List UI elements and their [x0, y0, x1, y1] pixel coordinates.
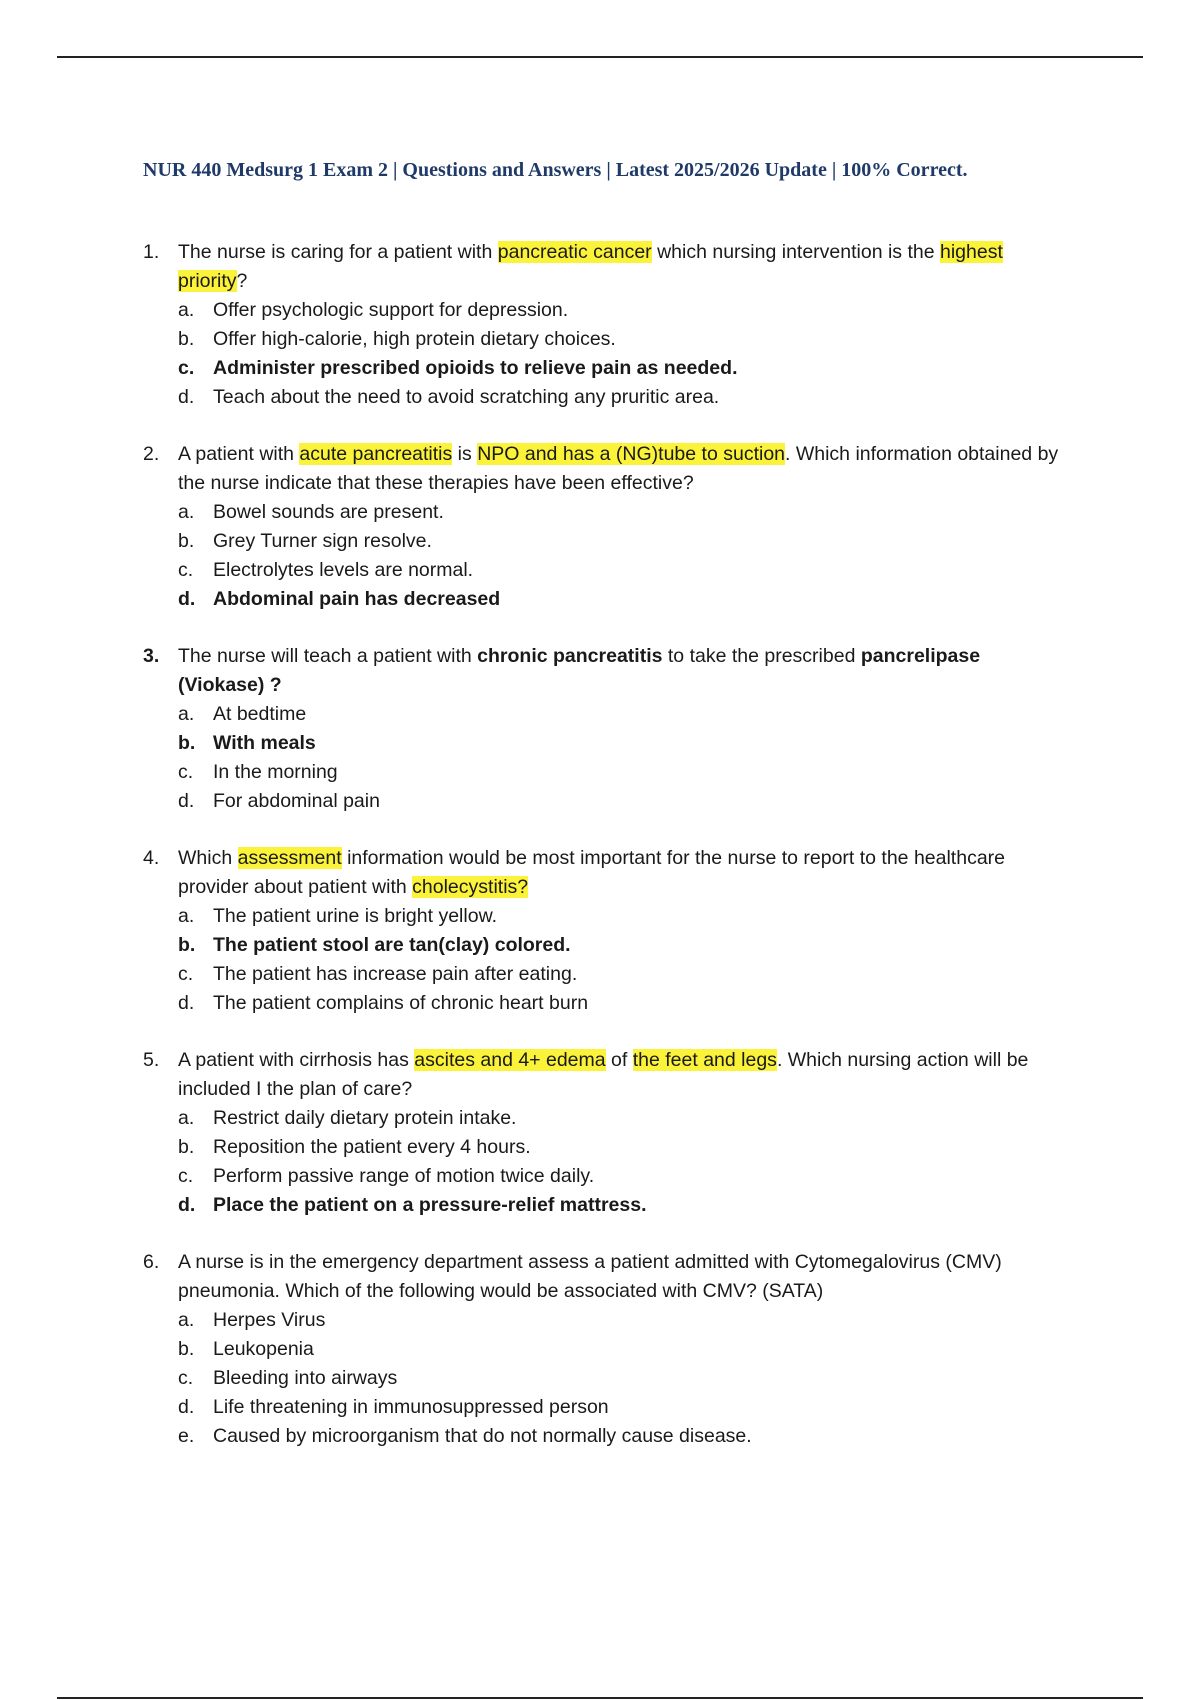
stem-text: to take the prescribed: [662, 645, 861, 667]
option-text: Teach about the need to avoid scratching any pruritic area.: [213, 386, 720, 408]
answer-option-b: [178, 1133, 1063, 1162]
answer-option-e: [178, 1422, 1063, 1451]
question-6: [143, 1248, 1063, 1451]
highlighted-text: acute pancreatitis: [299, 443, 453, 465]
option-text: With meals: [213, 732, 316, 754]
question-stem: [178, 844, 1063, 902]
answer-options: [178, 498, 1063, 614]
option-text: The patient urine is bright yellow.: [213, 905, 497, 927]
answer-option-a: [178, 296, 1063, 325]
stem-text: information would be most important for the nurse to report to the healthcare provider about patient with: [178, 847, 1006, 898]
answer-option-d-correct: [178, 1191, 1063, 1220]
option-text: Electrolytes levels are normal.: [213, 559, 474, 581]
answer-option-c: [178, 758, 1063, 787]
stem-text: A patient with cirrhosis has: [178, 1049, 415, 1071]
answer-option-a: [178, 498, 1063, 527]
answer-option-d: [178, 383, 1063, 412]
option-letter: a.: [178, 1107, 195, 1129]
stem-text: A patient with: [178, 443, 300, 465]
option-letter: c.: [178, 963, 194, 985]
answer-option-b: [178, 325, 1063, 354]
option-letter: a.: [178, 905, 195, 927]
option-text: In the morning: [213, 761, 338, 783]
option-letter: d.: [178, 588, 196, 610]
stem-text: which nursing intervention is the: [651, 241, 940, 263]
question-stem: [178, 1046, 1063, 1104]
option-text: Herpes Virus: [213, 1309, 326, 1331]
option-letter: c.: [178, 761, 194, 783]
highlighted-text: pancreatic cancer: [497, 241, 652, 263]
option-letter: e.: [178, 1425, 195, 1447]
question-number: 3.: [143, 645, 160, 667]
option-letter: b.: [178, 530, 195, 552]
answer-options: [178, 700, 1063, 816]
answer-option-d: [178, 989, 1063, 1018]
question-3: [143, 642, 1063, 816]
stem-text: . Which nursing action will be included I the plan of care?: [178, 1049, 1029, 1100]
question-1: [143, 238, 1063, 412]
stem-text: The nurse is caring for a patient with: [178, 241, 498, 263]
option-letter: c.: [178, 1165, 194, 1187]
option-text: Bowel sounds are present.: [213, 501, 444, 523]
highlighted-text: assessment: [237, 847, 342, 869]
answer-option-c: [178, 556, 1063, 585]
answer-option-a: [178, 1306, 1063, 1335]
bold-text: pancrelipase (Viokase) ?: [178, 645, 981, 696]
option-text: At bedtime: [213, 703, 307, 725]
option-letter: b.: [178, 328, 195, 350]
answer-options: [178, 1104, 1063, 1220]
option-letter: d.: [178, 790, 195, 812]
option-text: For abdominal pain: [213, 790, 380, 812]
highlighted-text: NPO and has a (NG)tube to suction: [477, 443, 786, 465]
question-number: 1.: [143, 241, 160, 263]
stem-text: The nurse will teach a patient with: [178, 645, 478, 667]
option-letter: b.: [178, 1136, 195, 1158]
option-text: The patient complains of chronic heart burn: [213, 992, 589, 1014]
option-letter: c.: [178, 559, 194, 581]
option-letter: a.: [178, 1309, 195, 1331]
question-5: [143, 1046, 1063, 1220]
option-text: The patient stool are tan(clay) colored.: [213, 934, 571, 956]
option-text: Life threatening in immunosuppressed person: [213, 1396, 609, 1418]
stem-text: A nurse is in the emergency department assess a patient admitted with Cytomegalovirus (CMV) pneumonia. Which of the following would be associated with CMV? (SATA): [178, 1251, 1002, 1302]
answer-options: [178, 296, 1063, 412]
answer-option-a: [178, 902, 1063, 931]
bold-text: chronic pancreatitis: [477, 645, 663, 667]
stem-text: of: [605, 1049, 633, 1071]
stem-text: . Which information obtained by the nurse indicate that these therapies have been effective?: [178, 443, 1059, 494]
option-text: Restrict daily dietary protein intake.: [213, 1107, 517, 1129]
document-title: NUR 440 Medsurg 1 Exam 2 | Questions and Answers | Latest 2025/2026 Update | 100% Correct.: [143, 159, 968, 181]
question-list: [143, 238, 1063, 1479]
answer-option-a: [178, 700, 1063, 729]
answer-option-b-correct: [178, 931, 1063, 960]
answer-option-c: [178, 1364, 1063, 1393]
stem-text: ?: [236, 270, 248, 292]
highlighted-text: highest priority: [178, 241, 1003, 292]
option-letter: b.: [178, 934, 196, 956]
option-text: Reposition the patient every 4 hours.: [213, 1136, 531, 1158]
option-text: Offer high-calorie, high protein dietary choices.: [213, 328, 616, 350]
option-letter: a.: [178, 703, 195, 725]
answer-option-a: [178, 1104, 1063, 1133]
question-stem: [178, 1248, 1063, 1306]
question-4: [143, 844, 1063, 1018]
answer-option-b: [178, 527, 1063, 556]
answer-options: [178, 1306, 1063, 1451]
option-letter: b.: [178, 1338, 195, 1360]
option-text: Leukopenia: [213, 1338, 314, 1360]
answer-option-c: [178, 960, 1063, 989]
option-text: Caused by microorganism that do not normally cause disease.: [213, 1425, 752, 1447]
option-letter: c.: [178, 357, 195, 379]
answer-option-b-correct: [178, 729, 1063, 758]
option-letter: a.: [178, 299, 195, 321]
option-letter: d.: [178, 386, 195, 408]
option-text: Bleeding into airways: [213, 1367, 398, 1389]
option-letter: d.: [178, 992, 195, 1014]
question-stem: [178, 440, 1063, 498]
option-text: Abdominal pain has decreased: [213, 588, 501, 610]
option-letter: d.: [178, 1194, 196, 1216]
option-text: Place the patient on a pressure-relief mattress.: [213, 1194, 647, 1216]
answer-option-d-correct: [178, 585, 1063, 614]
stem-text: Which: [178, 847, 238, 869]
answer-option-b: [178, 1335, 1063, 1364]
question-stem: [178, 238, 1063, 296]
answer-option-c: [178, 1162, 1063, 1191]
option-text: Perform passive range of motion twice daily.: [213, 1165, 595, 1187]
option-letter: c.: [178, 1367, 194, 1389]
question-2: [143, 440, 1063, 614]
answer-option-d: [178, 1393, 1063, 1422]
bottom-rule: [57, 1697, 1143, 1699]
answer-options: [178, 902, 1063, 1018]
top-rule: [57, 56, 1143, 58]
highlighted-text: the feet and legs: [632, 1049, 777, 1071]
question-stem: [178, 642, 1063, 700]
option-letter: d.: [178, 1396, 195, 1418]
question-number: 4.: [143, 847, 160, 869]
option-letter: b.: [178, 732, 196, 754]
highlighted-text: ascites and 4+ edema: [414, 1049, 606, 1071]
question-number: 6.: [143, 1251, 160, 1273]
option-text: Grey Turner sign resolve.: [213, 530, 432, 552]
highlighted-text: cholecystitis?: [412, 876, 529, 898]
stem-text: is: [452, 443, 478, 465]
answer-option-c-correct: [178, 354, 1063, 383]
question-number: 5.: [143, 1049, 160, 1071]
option-text: Offer psychologic support for depression.: [213, 299, 569, 321]
option-letter: a.: [178, 501, 195, 523]
option-text: The patient has increase pain after eating.: [213, 963, 578, 985]
question-number: 2.: [143, 443, 160, 465]
option-text: Administer prescribed opioids to relieve pain as needed.: [213, 357, 738, 379]
answer-option-d: [178, 787, 1063, 816]
